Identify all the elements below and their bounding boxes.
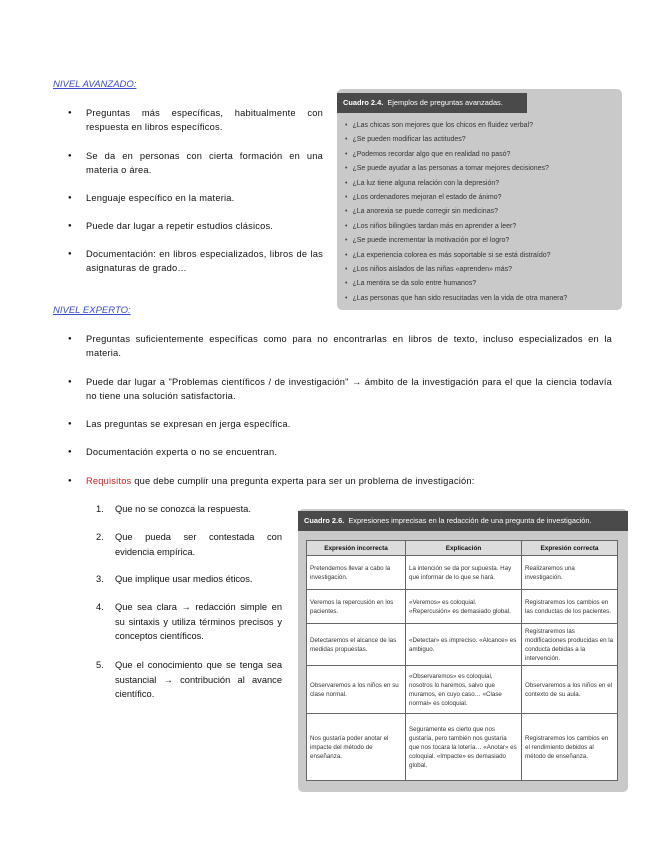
list-item: • ¿La luz tiene alguna relación con la depresión?: [345, 177, 567, 191]
table-cell: «Detectar» es impreciso. «Alcance» es ambiguo.: [406, 624, 522, 666]
list-item: ● Preguntas más específicas, habitualmente con respuesta en libros específicos.: [86, 106, 323, 134]
list-item: ● Documentación: en libros especializados, libros de las asignaturas de grado…: [86, 247, 323, 275]
table-cell: Registraremos los cambios en el rendimiento debidos al método de enseñanza.: [522, 714, 618, 781]
list-item: ● Documentación experta o no se encuentran.: [86, 445, 612, 459]
list-item: ● Se da en personas con cierta formación en una materia o área.: [86, 149, 323, 177]
examples-list: [345, 119, 567, 306]
list-item: ● Preguntas suficientemente específicas como para no encontrarlas en libros de texto, incluso especializados en la materia.: [86, 332, 612, 360]
list-item: 2. Que pueda ser contestada con evidencia empírica.: [96, 532, 282, 557]
requirements-intro: ● Requisitos que debe cumplir una pregunta experta para ser un problema de investigación:: [86, 474, 612, 488]
list-item: 3. Que implique usar medios éticos.: [96, 574, 253, 584]
list-item: • ¿La anorexia se puede corregir sin medicinas?: [345, 205, 567, 219]
list-item: • ¿La mentira se da solo entre humanos?: [345, 277, 567, 291]
column-header: Expresión incorrecta: [307, 541, 406, 556]
table-cell: Pretendemos llevar a cabo la investigación.: [307, 556, 406, 590]
list-item: ● Lenguaje específico en la materia.: [86, 191, 323, 205]
table-cell: La intención se da por supuesta. Hay que informar de lo que se hará.: [406, 556, 522, 590]
examples-box-2-4: [337, 89, 622, 310]
table-row: [307, 556, 618, 590]
expressions-table: [306, 540, 618, 781]
table-cell: Observaremos a los niños en el contexto de su aula.: [522, 666, 618, 714]
list-item: ● Puede dar lugar a repetir estudios clásicos.: [86, 219, 323, 233]
table-row: [307, 590, 618, 624]
list-item: • ¿La experiencia colorea es más soportable si se está distraído?: [345, 249, 567, 263]
requisitos-keyword: Requisitos: [86, 476, 132, 486]
box-header: Cuadro 2.6. Expresiones imprecisas en la redacción de una pregunta de investigación.: [298, 511, 628, 531]
column-header: Expresión correcta: [522, 541, 618, 556]
list-item: • ¿Las personas que han sido resucitadas ven la vida de otra manera?: [345, 292, 567, 306]
advanced-heading: NIVEL AVANZADO:: [53, 79, 137, 90]
list-item: ● Puede dar lugar a "Problemas científicos / de investigación" → ámbito de la investigación para el que la ciencia todavía no tiene una solución satisfactoria.: [86, 375, 612, 403]
table-cell: Veremos la repercusión en los pacientes.: [307, 590, 406, 624]
list-item: • ¿Los niños aislados de las niñas «aprenden» más?: [345, 263, 567, 277]
table-row: [307, 666, 618, 714]
table-cell: Registraremos las modificaciones producidas en la conducta debidas a la intervención.: [522, 624, 618, 666]
list-item: • ¿Se pueden modificar las actitudes?: [345, 133, 567, 147]
column-header: Explicación: [406, 541, 522, 556]
list-item: • ¿Podemos recordar algo que en realidad no pasó?: [345, 148, 567, 162]
list-item: • ¿Se puede incrementar la motivación por el logro?: [345, 234, 567, 248]
list-item: • ¿Las chicas son mejores que los chicos en fluidez verbal?: [345, 119, 567, 133]
table-cell: Seguramente es cierto que nos gustaría, pero también nos gustaría que nos tocara la lotería… «Anotar» es coloquial. «Impacte» es demasiado global.: [406, 714, 522, 781]
list-item: 4. Que sea clara → redacción simple en su sintaxis y utiliza términos precisos y conceptos científicos.: [96, 602, 282, 641]
table-row: [307, 624, 618, 666]
table-cell: Registraremos los cambios en las conductas de los pacientes.: [522, 590, 618, 624]
table-cell: Observaremos a los niños en su clase normal.: [307, 666, 406, 714]
expert-heading: NIVEL EXPERTO:: [53, 305, 131, 316]
table-header-row: [307, 541, 618, 556]
list-item: 5. Que el conocimiento que se tenga sea sustancial → contribución al avance científico.: [96, 660, 282, 699]
box-header: Cuadro 2.4. Ejemplos de preguntas avanzadas.: [337, 93, 527, 113]
list-item: • ¿Los niños bilingües tardan más en aprender a leer?: [345, 220, 567, 234]
list-item: 1. Que no se conozca la respuesta.: [96, 504, 251, 514]
list-item: • ¿Se puede ayudar a las personas a tomar mejores decisiones?: [345, 162, 567, 176]
list-item: • ¿Los ordenadores mejoran el estado de ánimo?: [345, 191, 567, 205]
table-cell: Nos gustaría poder anotar el impacte del método de enseñanza.: [307, 714, 406, 781]
expressions-box-2-6: [298, 509, 628, 792]
table-cell: «Observaremos» es coloquial, nosotros lo haremos, salvo que muramos, en cuyo caso… «Clase normal» es coloquial.: [406, 666, 522, 714]
table-row: [307, 714, 618, 781]
list-item: ● Las preguntas se expresan en jerga específica.: [86, 417, 612, 431]
table-cell: Detectaremos el alcance de las medidas propuestas.: [307, 624, 406, 666]
table-cell: Realizaremos una investigación.: [522, 556, 618, 590]
table-cell: «Veremos» es coloquial. «Repercusión» es demasiado global.: [406, 590, 522, 624]
